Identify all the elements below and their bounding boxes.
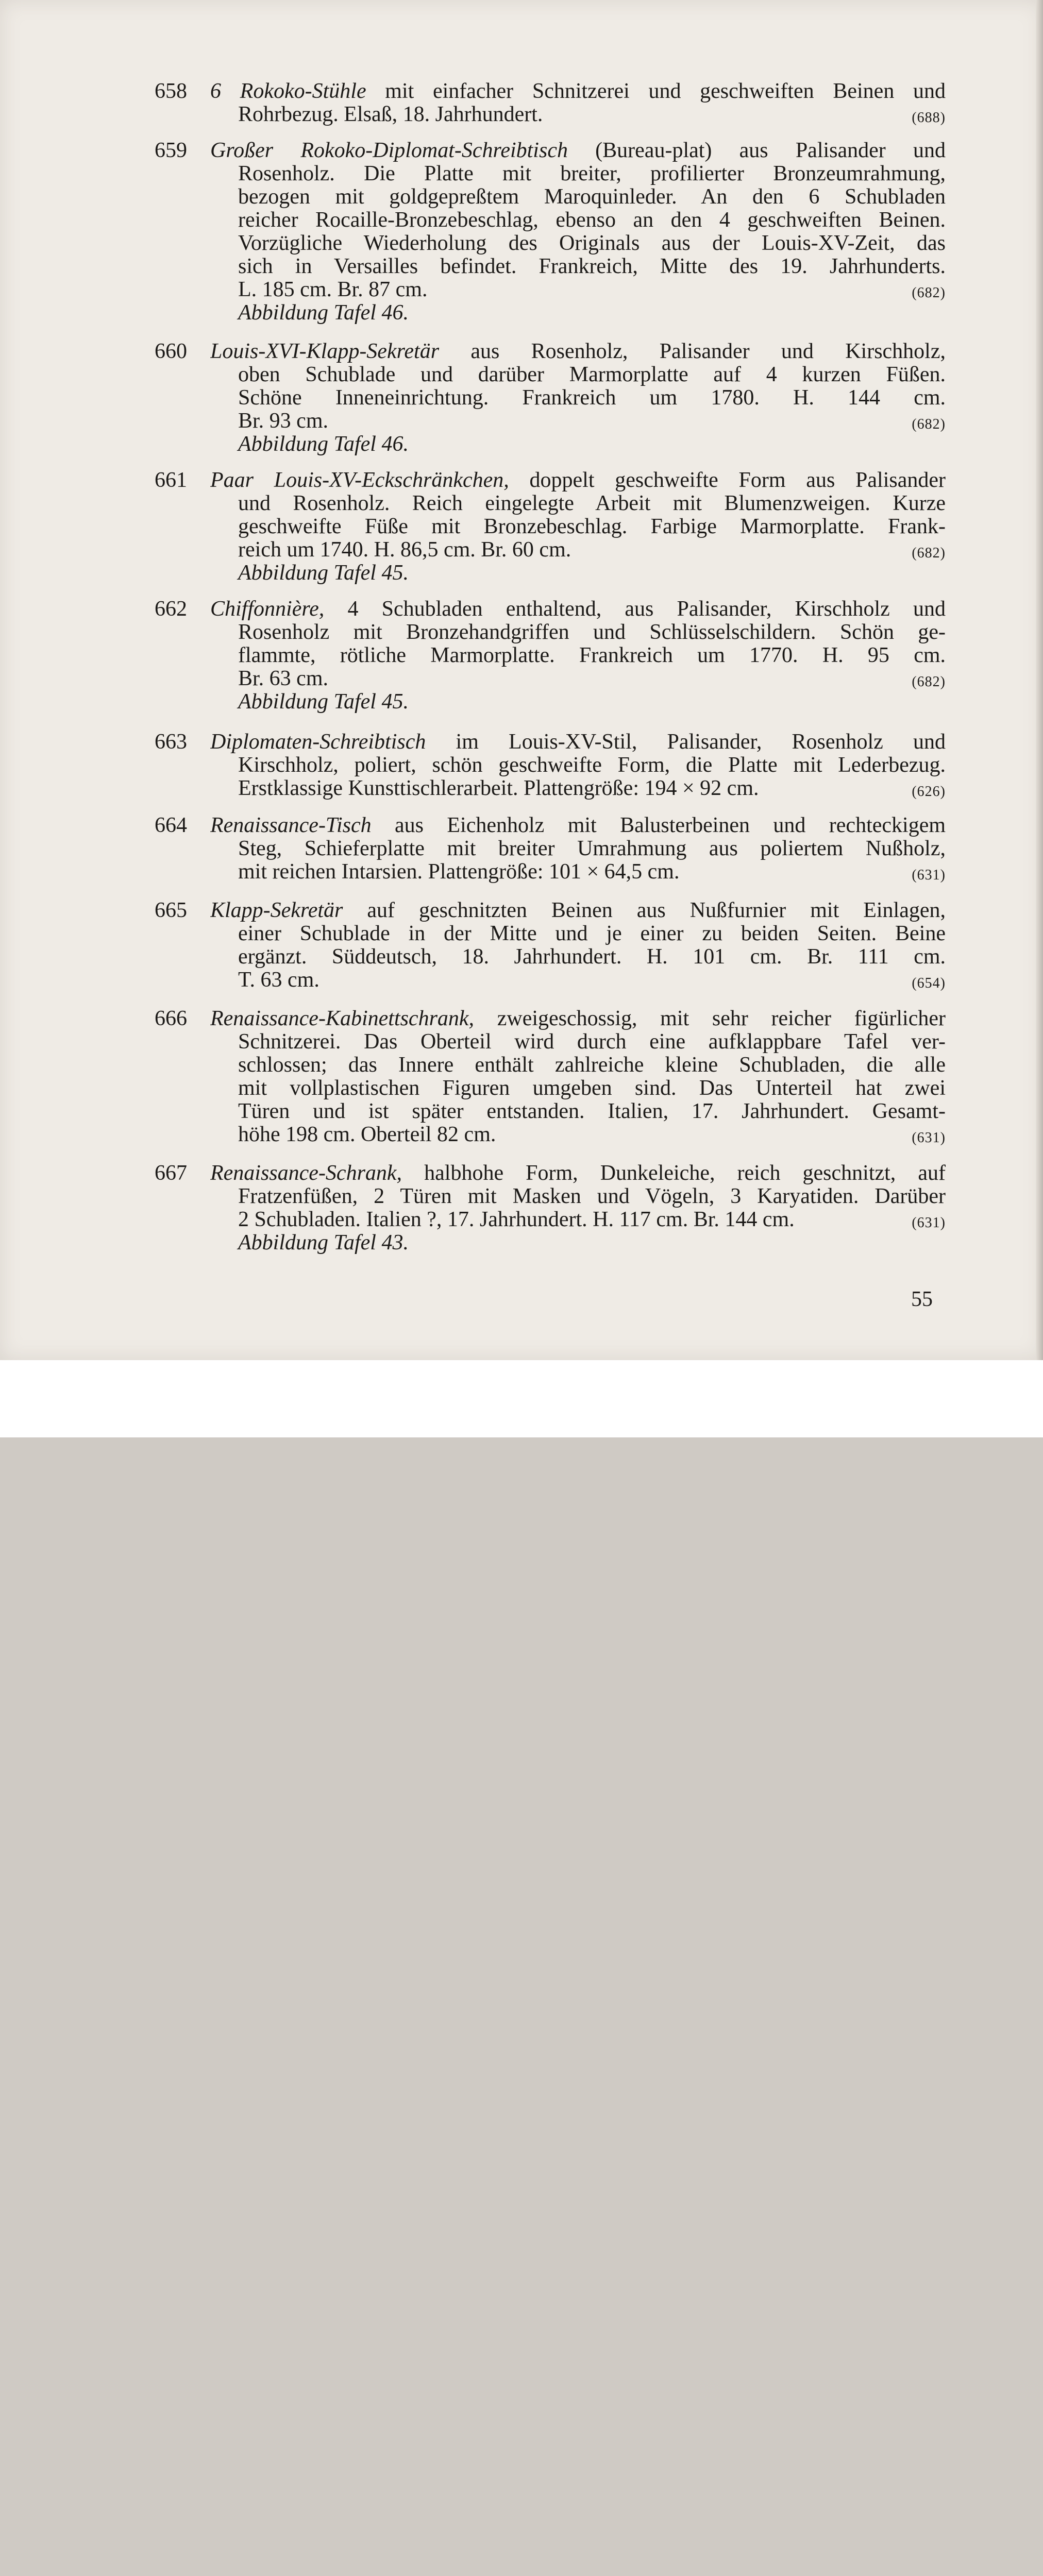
entry-line (155, 209, 946, 232)
entry-line (155, 922, 946, 945)
entry-line-text: Abbildung Tafel 45. (238, 561, 409, 585)
entry-line (155, 433, 946, 456)
entry-line (155, 255, 946, 278)
lot-number: 665 (155, 899, 187, 922)
entry-line-text: oben Schublade und darüber Marmorplatte auf 4 kurzen Füßen. (238, 363, 946, 386)
catalog-entry-666 (155, 1007, 946, 1146)
entry-line (155, 1162, 946, 1185)
entry-line-text: Großer Rokoko-Diplomat-Schreibtisch (Bureau-plat) aus Palisander und (210, 139, 946, 162)
entry-line (155, 837, 946, 860)
reference-number: (682) (912, 545, 946, 561)
entry-line-text: geschweifte Füße mit Bronzebeschlag. Farbige Marmorplatte. Frank- (238, 515, 946, 538)
entry-line-text: einer Schublade in der Mitte und je einer zu beiden Seiten. Beine (238, 922, 946, 945)
entry-line (155, 139, 946, 162)
entry-line (155, 185, 946, 209)
entry-line-text: mit reichen Intarsien. Plattengröße: 101 × 64,5 cm. (238, 860, 680, 884)
catalog-entry-659 (155, 139, 946, 325)
entry-line (155, 1185, 946, 1208)
reference-number: (626) (912, 784, 946, 800)
entry-line-text: und Rosenholz. Reich eingelegte Arbeit mit Blumenzweigen. Kurze (238, 492, 946, 515)
reference-number: (682) (912, 285, 946, 301)
lot-number: 659 (155, 139, 187, 162)
entry-line (155, 162, 946, 185)
page-edge-shadow (1036, 0, 1043, 1360)
viewer-footer (0, 1360, 1043, 1437)
catalog-entry-667 (155, 1162, 946, 1255)
entry-line-text: mit vollplastischen Figuren umgeben sind. Das Unterteil hat zwei (238, 1077, 946, 1100)
reference-number: (654) (912, 975, 946, 991)
reference-number: (682) (912, 416, 946, 432)
catalog-entry-661 (155, 469, 946, 585)
entry-line-text: reich um 1740. H. 86,5 cm. Br. 60 cm. (238, 538, 571, 562)
entry-line-text: Steg, Schieferplatte mit breiter Umrahmung aus poliertem Nußholz, (238, 837, 946, 860)
catalog-entry-660 (155, 340, 946, 456)
lot-number: 667 (155, 1161, 187, 1185)
reference-number: (682) (912, 674, 946, 690)
entry-line (155, 644, 946, 667)
entry-line-text: Renaissance-Schrank, halbhohe Form, Dunkeleiche, reich geschnitzt, auf (210, 1162, 946, 1185)
reference-number: (688) (912, 110, 946, 126)
entry-line (155, 80, 946, 103)
entry-line (155, 1030, 946, 1054)
reference-number: (631) (912, 1130, 946, 1146)
entry-line (155, 492, 946, 515)
entry-line-text: L. 185 cm. Br. 87 cm. (238, 278, 428, 301)
entry-line (155, 690, 946, 714)
catalog-entry-658 (155, 80, 946, 126)
entry-line (155, 232, 946, 255)
entry-line-text: Renaissance-Kabinettschrank, zweigeschossig, mit sehr reicher figürlicher (210, 1007, 946, 1030)
entry-line (155, 1054, 946, 1077)
entry-line-text: flammte, rötliche Marmorplatte. Frankreich um 1770. H. 95 cm. (238, 644, 946, 667)
entry-line-text: Br. 93 cm. (238, 409, 328, 433)
entry-line (155, 969, 946, 992)
entry-line (155, 538, 946, 562)
lot-number: 660 (155, 340, 187, 363)
entry-line-text: 2 Schubladen. Italien ?, 17. Jahrhundert. H. 117 cm. Br. 144 cm. (238, 1208, 795, 1231)
entry-line-text: 6 Rokoko-Stühle mit einfacher Schnitzerei und geschweiften Beinen und (210, 80, 946, 103)
entry-line (155, 598, 946, 621)
entry-line (155, 814, 946, 837)
entry-line (155, 899, 946, 922)
entry-line (155, 667, 946, 690)
entry-line (155, 1077, 946, 1100)
reference-number: (631) (912, 1215, 946, 1231)
catalog-entry-663 (155, 731, 946, 800)
entry-line-text: Schnitzerei. Das Oberteil wird durch eine aufklappbare Tafel ver- (238, 1030, 946, 1054)
entry-line (155, 1100, 946, 1123)
entry-line-text: Abbildung Tafel 43. (238, 1231, 409, 1255)
entry-line-text: Diplomaten-Schreibtisch im Louis-XV-Stil, Palisander, Rosenholz und (210, 731, 946, 754)
entry-line (155, 621, 946, 644)
entry-line (155, 301, 946, 325)
entry-line (155, 1123, 946, 1146)
entry-line (155, 754, 946, 777)
entry-line (155, 777, 946, 800)
lot-number: 663 (155, 730, 187, 754)
entry-line-text: T. 63 cm. (238, 968, 319, 992)
entry-line (155, 386, 946, 410)
entry-line-text: Abbildung Tafel 46. (238, 432, 409, 456)
entry-line (155, 1231, 946, 1255)
entry-line-text: Renaissance-Tisch aus Eichenholz mit Balusterbeinen und rechteckigem (210, 814, 946, 837)
entry-line-text: Paar Louis-XV-Eckschränkchen, doppelt geschweifte Form aus Palisander (210, 469, 946, 492)
entry-line (155, 278, 946, 301)
catalog-entry-665 (155, 899, 946, 992)
entry-line (155, 1007, 946, 1030)
entry-line-text: Fratzenfüßen, 2 Türen mit Masken und Vögeln, 3 Karyatiden. Darüber (238, 1185, 946, 1208)
entry-line-text: höhe 198 cm. Oberteil 82 cm. (238, 1123, 496, 1146)
entry-line-text: Chiffonnière, 4 Schubladen enthaltend, aus Palisander, Kirschholz und (210, 598, 946, 621)
entry-line-text: Erstklassige Kunsttischlerarbeit. Plattengröße: 194 × 92 cm. (238, 776, 759, 800)
entry-line (155, 363, 946, 386)
entry-line (155, 945, 946, 969)
entry-line (155, 731, 946, 754)
entry-line-text: bezogen mit goldgepreßtem Maroquinleder. An den 6 Schubladen (238, 185, 946, 209)
lot-number: 662 (155, 597, 187, 621)
catalog-entry-664 (155, 814, 946, 884)
entry-line-text: ergänzt. Süddeutsch, 18. Jahrhundert. H. 101 cm. Br. 111 cm. (238, 945, 946, 969)
entry-line (155, 562, 946, 585)
entry-line (155, 410, 946, 433)
entry-line-text: sich in Versailles befindet. Frankreich, Mitte des 19. Jahrhunderts. (238, 255, 946, 278)
entry-line-text: Kirschholz, poliert, schön geschweifte Form, die Platte mit Lederbezug. (238, 754, 946, 777)
entry-line-text: Vorzügliche Wiederholung des Originals aus der Louis-XV-Zeit, das (238, 232, 946, 255)
reference-number: (631) (912, 867, 946, 883)
lot-number: 661 (155, 468, 187, 492)
entry-line-text: reicher Rocaille-Bronzebeschlag, ebenso an den 4 geschweiften Beinen. (238, 209, 946, 232)
entry-line-text: Abbildung Tafel 45. (238, 690, 409, 714)
entry-line-text: Louis-XVI-Klapp-Sekretär aus Rosenholz, Palisander und Kirschholz, (210, 340, 946, 363)
entry-line-text: Br. 63 cm. (238, 667, 328, 690)
lot-number: 658 (155, 79, 187, 103)
entry-line-text: Klapp-Sekretär auf geschnitzten Beinen aus Nußfurnier mit Einlagen, (210, 899, 946, 922)
entry-line-text: Schöne Inneneinrichtung. Frankreich um 1780. H. 144 cm. (238, 386, 946, 410)
catalog-entry-662 (155, 598, 946, 714)
lot-number: 664 (155, 814, 187, 837)
entry-line-text: schlossen; das Innere enthält zahlreiche kleine Schubladen, die alle (238, 1054, 946, 1077)
entry-line (155, 860, 946, 884)
entry-line (155, 340, 946, 363)
entry-line (155, 469, 946, 492)
entry-line-text: Abbildung Tafel 46. (238, 301, 409, 325)
entry-line-text: Rohrbezug. Elsaß, 18. Jahrhundert. (238, 103, 543, 126)
entry-line (155, 1208, 946, 1231)
entry-line (155, 515, 946, 538)
entry-line-text: Türen und ist später entstanden. Italien, 17. Jahrhundert. Gesamt- (238, 1100, 946, 1123)
entry-line-text: Rosenholz. Die Platte mit breiter, profilierter Bronzeumrahmung, (238, 162, 946, 185)
entry-line-text: Rosenholz mit Bronzehandgriffen und Schlüsselschildern. Schön ge- (238, 621, 946, 644)
page-number: 55 (911, 1287, 933, 1311)
lot-number: 666 (155, 1007, 187, 1030)
entry-line (155, 103, 946, 126)
